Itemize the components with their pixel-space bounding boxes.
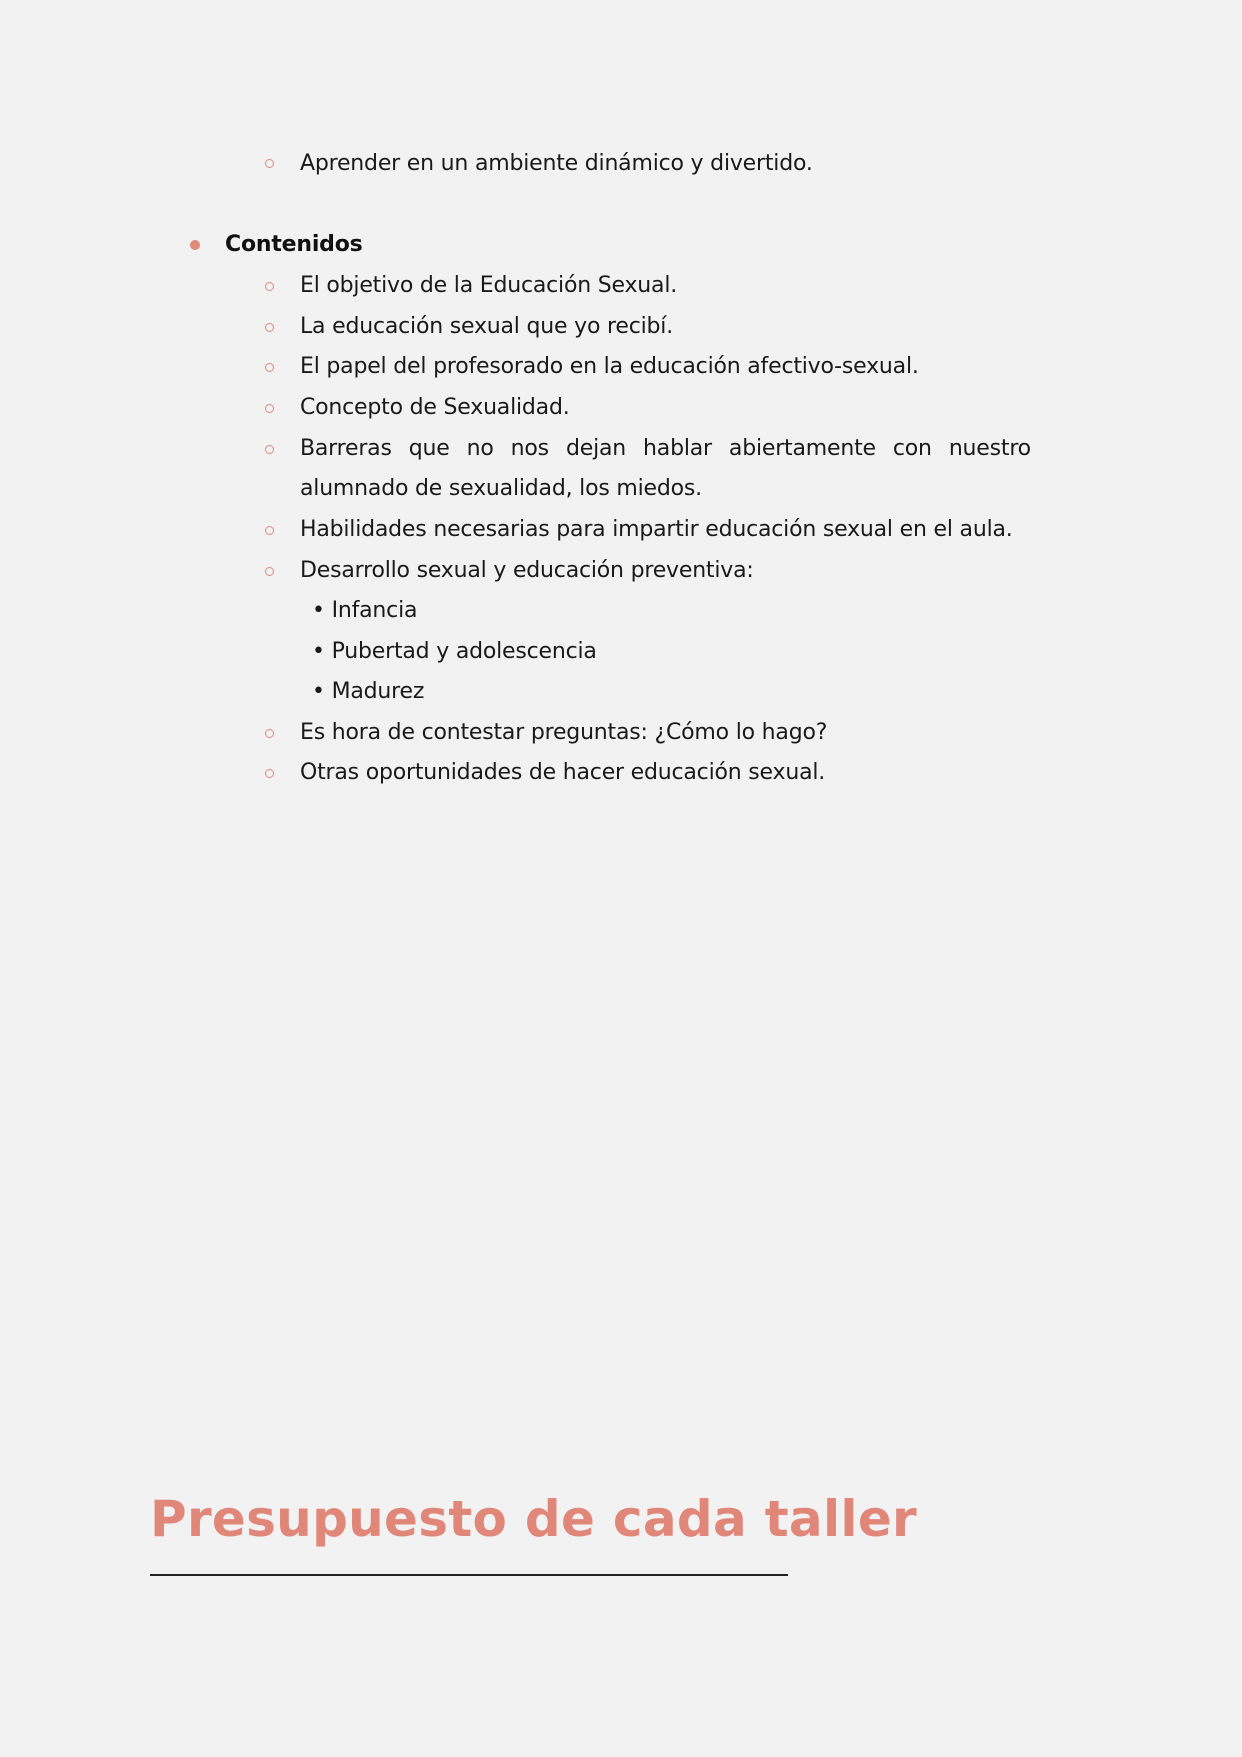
list-item: Aprender en un ambiente dinámico y divertido.	[300, 151, 813, 176]
word: no	[466, 436, 494, 461]
stage-item: • Madurez	[312, 679, 425, 704]
word: con	[892, 436, 932, 461]
word: abiertamente	[728, 436, 876, 461]
list-item: El papel del profesorado en la educación afectivo-sexual.	[300, 354, 919, 379]
list-item: Es hora de contestar preguntas: ¿Cómo lo hago?	[300, 720, 828, 745]
circle-bullet-icon	[265, 769, 274, 778]
list-item: Desarrollo sexual y educación preventiva:	[300, 558, 754, 583]
circle-bullet-icon	[265, 363, 274, 372]
list-item: Habilidades necesarias para impartir educación sexual en el aula.	[300, 517, 1013, 542]
list-item: El objetivo de la Educación Sexual.	[300, 273, 678, 298]
circle-bullet-icon	[265, 282, 274, 291]
list-item: Otras oportunidades de hacer educación sexual.	[300, 760, 826, 785]
circle-bullet-icon	[265, 159, 274, 168]
circle-bullet-icon	[265, 323, 274, 332]
dot-bullet-icon	[190, 240, 200, 250]
stage-item: • Pubertad y adolescencia	[312, 639, 597, 664]
word: nos	[510, 436, 549, 461]
word: dejan	[565, 436, 627, 461]
circle-bullet-icon	[265, 567, 274, 576]
contents-heading: Contenidos	[225, 232, 363, 257]
list-item-justified	[300, 434, 1031, 464]
circle-bullet-icon	[265, 404, 274, 413]
title-underline	[150, 1574, 788, 1576]
stage-item: • Infancia	[312, 598, 418, 623]
word: nuestro	[948, 436, 1031, 461]
section-title: Presupuesto de cada taller	[150, 1490, 918, 1548]
word: hablar	[643, 436, 712, 461]
circle-bullet-icon	[265, 526, 274, 535]
word: que	[408, 436, 450, 461]
list-item-continuation: alumnado de sexualidad, los miedos.	[300, 476, 702, 501]
circle-bullet-icon	[265, 729, 274, 738]
circle-bullet-icon	[265, 445, 274, 454]
list-item: La educación sexual que yo recibí.	[300, 314, 674, 339]
word: Barreras	[300, 436, 392, 461]
list-item: Concepto de Sexualidad.	[300, 395, 570, 420]
